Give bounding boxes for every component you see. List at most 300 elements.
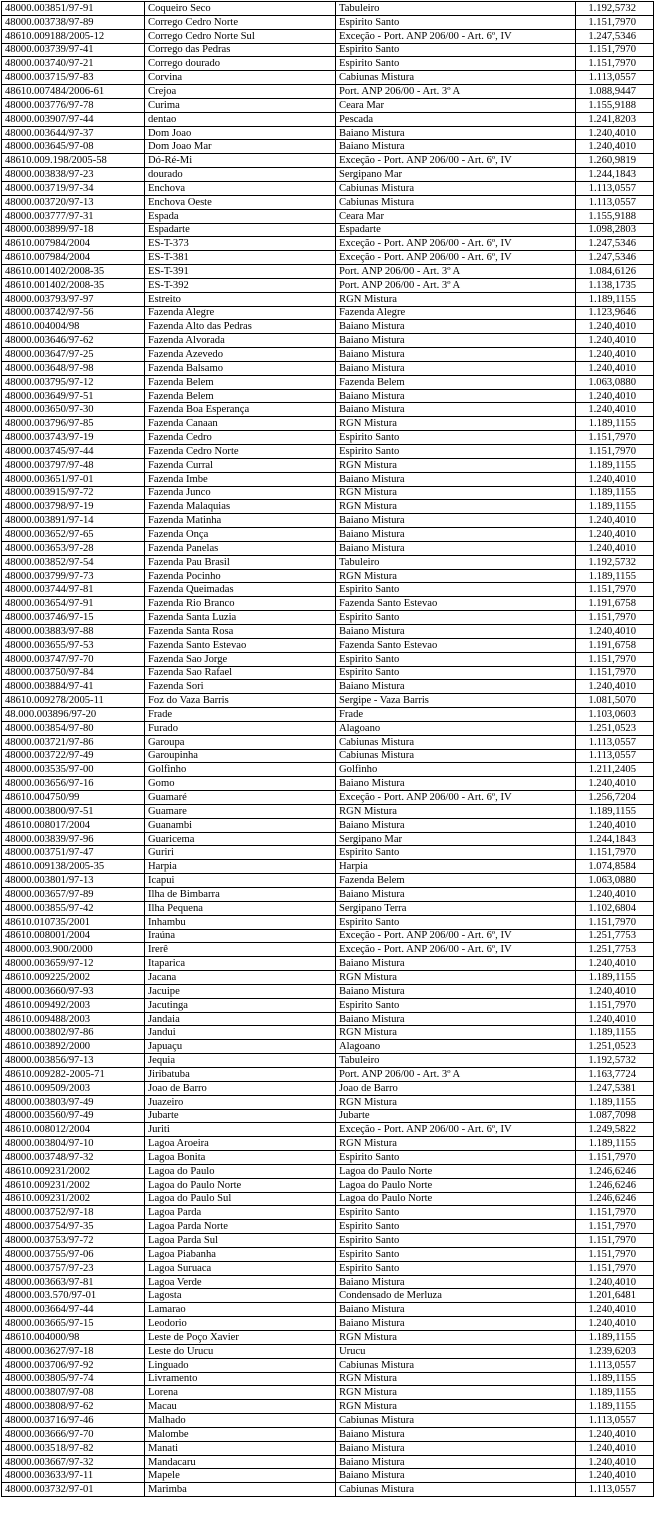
price-value-cell: 1.189,1155 <box>576 1137 654 1151</box>
price-value-cell: 1.155,9188 <box>576 98 654 112</box>
field-name-cell: Fazenda Santa Luzia <box>145 611 336 625</box>
reference-oil-cell: Baiano Mistura <box>336 1427 576 1441</box>
table-row <box>2 638 654 652</box>
process-number-cell: 48610.009278/2005-11 <box>2 694 145 708</box>
field-name-cell: Lagoa Aroeira <box>145 1137 336 1151</box>
table-row <box>2 1483 654 1497</box>
price-value-cell: 1.113,0557 <box>576 195 654 209</box>
process-number-cell: 48610.008001/2004 <box>2 929 145 943</box>
reference-oil-cell: Baiano Mistura <box>336 403 576 417</box>
table-row <box>2 251 654 265</box>
process-number-cell: 48000.003750/97-84 <box>2 666 145 680</box>
process-number-cell: 48610.007984/2004 <box>2 251 145 265</box>
reference-oil-cell: Baiano Mistura <box>336 777 576 791</box>
table-row <box>2 1427 654 1441</box>
process-number-cell: 48000.003655/97-53 <box>2 638 145 652</box>
field-name-cell: Fazenda Boa Esperança <box>145 403 336 417</box>
price-value-cell: 1.241,8203 <box>576 112 654 126</box>
price-value-cell: 1.151,7970 <box>576 57 654 71</box>
process-number-cell: 48000.003802/97-86 <box>2 1026 145 1040</box>
price-value-cell: 1.240,4010 <box>576 1441 654 1455</box>
field-name-cell: Iraúna <box>145 929 336 943</box>
field-name-cell: Joao de Barro <box>145 1081 336 1095</box>
field-name-cell: Guanambi <box>145 818 336 832</box>
reference-oil-cell: Espirito Santo <box>336 1151 576 1165</box>
process-number-cell: 48000.003799/97-73 <box>2 569 145 583</box>
table-row <box>2 721 654 735</box>
table-row <box>2 1275 654 1289</box>
reference-oil-cell: RGN Mistura <box>336 1400 576 1414</box>
price-value-cell: 1.240,4010 <box>576 957 654 971</box>
reference-oil-cell: RGN Mistura <box>336 500 576 514</box>
price-value-cell: 1.240,4010 <box>576 624 654 638</box>
price-value-cell: 1.240,4010 <box>576 888 654 902</box>
process-number-cell: 48000.003627/97-18 <box>2 1344 145 1358</box>
reference-oil-cell: Harpia <box>336 860 576 874</box>
table-row <box>2 1455 654 1469</box>
reference-oil-cell: RGN Mistura <box>336 1386 576 1400</box>
price-value-cell: 1.155,9188 <box>576 209 654 223</box>
price-value-cell: 1.240,4010 <box>576 528 654 542</box>
reference-oil-cell: Lagoa do Paulo Norte <box>336 1164 576 1178</box>
table-row <box>2 1303 654 1317</box>
table-row <box>2 1344 654 1358</box>
table-row <box>2 998 654 1012</box>
field-name-cell: Fazenda Alegre <box>145 306 336 320</box>
field-name-cell: Corvina <box>145 71 336 85</box>
reference-oil-cell: RGN Mistura <box>336 1095 576 1109</box>
field-name-cell: Dom Joao Mar <box>145 140 336 154</box>
process-number-cell: 48000.003752/97-18 <box>2 1206 145 1220</box>
table-row <box>2 1372 654 1386</box>
process-number-cell: 48000.003899/97-18 <box>2 223 145 237</box>
table-row <box>2 1040 654 1054</box>
price-value-cell: 1.151,7970 <box>576 43 654 57</box>
table-row <box>2 57 654 71</box>
price-value-cell: 1.240,4010 <box>576 334 654 348</box>
table-row <box>2 1192 654 1206</box>
field-name-cell: Frade <box>145 708 336 722</box>
price-value-cell: 1.240,4010 <box>576 348 654 362</box>
reference-oil-cell: Alagoano <box>336 721 576 735</box>
table-row <box>2 112 654 126</box>
price-value-cell: 1.240,4010 <box>576 818 654 832</box>
price-value-cell: 1.240,4010 <box>576 984 654 998</box>
price-value-cell: 1.240,4010 <box>576 140 654 154</box>
table-row <box>2 943 654 957</box>
reference-oil-cell: Ceara Mar <box>336 98 576 112</box>
reference-oil-cell: Baiano Mistura <box>336 680 576 694</box>
reference-oil-cell: Sergipano Mar <box>336 168 576 182</box>
reference-oil-cell: Exceção - Port. ANP 206/00 - Art. 6º, IV <box>336 791 576 805</box>
price-value-cell: 1.192,5732 <box>576 1054 654 1068</box>
table-row <box>2 29 654 43</box>
table-row <box>2 818 654 832</box>
process-number-cell: 48610.008017/2004 <box>2 818 145 832</box>
reference-oil-cell: Alagoano <box>336 1040 576 1054</box>
table-row <box>2 43 654 57</box>
reference-oil-cell: RGN Mistura <box>336 971 576 985</box>
reference-oil-cell: Baiano Mistura <box>336 140 576 154</box>
process-number-cell: 48610.009492/2003 <box>2 998 145 1012</box>
price-value-cell: 1.240,4010 <box>576 389 654 403</box>
process-number-cell: 48000.003633/97-11 <box>2 1469 145 1483</box>
price-value-cell: 1.063,0880 <box>576 874 654 888</box>
field-name-cell: Lamarao <box>145 1303 336 1317</box>
reference-oil-cell: Baiano Mistura <box>336 320 576 334</box>
field-name-cell: Espada <box>145 209 336 223</box>
price-value-cell: 1.113,0557 <box>576 71 654 85</box>
process-number-cell: 48610.010735/2001 <box>2 915 145 929</box>
field-name-cell: Fazenda Alvorada <box>145 334 336 348</box>
reference-oil-cell: Cabiunas Mistura <box>336 735 576 749</box>
table-row <box>2 472 654 486</box>
reference-oil-cell: Espirito Santo <box>336 431 576 445</box>
price-value-cell: 1.189,1155 <box>576 458 654 472</box>
table-row <box>2 694 654 708</box>
reference-oil-cell: RGN Mistura <box>336 458 576 472</box>
price-value-cell: 1.113,0557 <box>576 735 654 749</box>
process-number-cell: 48000.003652/97-65 <box>2 528 145 542</box>
field-name-cell: Jubarte <box>145 1109 336 1123</box>
field-name-cell: Fazenda Pocinho <box>145 569 336 583</box>
field-name-cell: Macau <box>145 1400 336 1414</box>
table-row <box>2 901 654 915</box>
field-name-cell: Crejoa <box>145 85 336 99</box>
price-value-cell: 1.246,6246 <box>576 1164 654 1178</box>
price-value-cell: 1.189,1155 <box>576 1095 654 1109</box>
process-number-cell: 48000.003798/97-19 <box>2 500 145 514</box>
table-row <box>2 71 654 85</box>
field-name-cell: Corrego das Pedras <box>145 43 336 57</box>
field-name-cell: Jandaia <box>145 1012 336 1026</box>
field-name-cell: Juazeiro <box>145 1095 336 1109</box>
reference-oil-cell: Espirito Santo <box>336 1234 576 1248</box>
process-number-cell: 48000.003757/97-23 <box>2 1261 145 1275</box>
field-name-cell: Corrego dourado <box>145 57 336 71</box>
process-number-cell: 48000.003744/97-81 <box>2 583 145 597</box>
reference-oil-cell: Tabuleiro <box>336 555 576 569</box>
process-number-cell: 48000.003653/97-28 <box>2 541 145 555</box>
field-name-cell: Leste de Poço Xavier <box>145 1331 336 1345</box>
process-number-cell: 48610.009231/2002 <box>2 1178 145 1192</box>
price-value-cell: 1.247,5346 <box>576 29 654 43</box>
table-row <box>2 874 654 888</box>
reference-oil-cell: Cabiunas Mistura <box>336 1414 576 1428</box>
process-number-cell: 48000.003808/97-62 <box>2 1400 145 1414</box>
process-number-cell: 48000.003776/97-78 <box>2 98 145 112</box>
price-value-cell: 1.151,7970 <box>576 1247 654 1261</box>
process-number-cell: 48000.003706/97-92 <box>2 1358 145 1372</box>
reference-oil-cell: Condensado de Merluza <box>336 1289 576 1303</box>
process-number-cell: 48000.003793/97-97 <box>2 292 145 306</box>
field-name-cell: Jacuipe <box>145 984 336 998</box>
table-row <box>2 680 654 694</box>
field-name-cell: Lagoa Parda <box>145 1206 336 1220</box>
table-row <box>2 1317 654 1331</box>
reference-oil-cell: Fazenda Alegre <box>336 306 576 320</box>
reference-oil-cell: Tabuleiro <box>336 2 576 16</box>
price-value-cell: 1.240,4010 <box>576 361 654 375</box>
reference-oil-cell: Port. ANP 206/00 - Art. 3º A <box>336 85 576 99</box>
field-name-cell: Lagoa Suruaca <box>145 1261 336 1275</box>
price-value-cell: 1.163,7724 <box>576 1067 654 1081</box>
reference-oil-cell: Baiano Mistura <box>336 528 576 542</box>
table-row <box>2 292 654 306</box>
reference-oil-cell: Cabiunas Mistura <box>336 749 576 763</box>
reference-oil-cell: Exceção - Port. ANP 206/00 - Art. 6º, IV <box>336 29 576 43</box>
process-number-cell: 48000.003838/97-23 <box>2 168 145 182</box>
process-number-cell: 48000.003743/97-19 <box>2 431 145 445</box>
field-name-cell: Fazenda Onça <box>145 528 336 542</box>
field-name-cell: Coqueiro Seco <box>145 2 336 16</box>
table-row <box>2 375 654 389</box>
reference-oil-cell: Espirito Santo <box>336 43 576 57</box>
price-value-cell: 1.211,2405 <box>576 763 654 777</box>
reference-oil-cell: Baiano Mistura <box>336 818 576 832</box>
process-number-cell: 48000.003657/97-89 <box>2 888 145 902</box>
field-name-cell: Corrego Cedro Norte Sul <box>145 29 336 43</box>
process-number-cell: 48610.007484/2006-61 <box>2 85 145 99</box>
reference-oil-cell: Sergipano Terra <box>336 901 576 915</box>
process-number-cell: 48000.003719/97-34 <box>2 181 145 195</box>
field-name-cell: Corrego Cedro Norte <box>145 15 336 29</box>
process-number-cell: 48610.009188/2005-12 <box>2 29 145 43</box>
reference-oil-cell: Baiano Mistura <box>336 1441 576 1455</box>
process-number-cell: 48000.003795/97-12 <box>2 375 145 389</box>
reference-oil-cell: Baiano Mistura <box>336 1455 576 1469</box>
price-value-cell: 1.151,7970 <box>576 915 654 929</box>
process-number-cell: 48000.003645/97-08 <box>2 140 145 154</box>
process-number-cell: 48610.001402/2008-35 <box>2 278 145 292</box>
price-value-cell: 1.189,1155 <box>576 1372 654 1386</box>
process-number-cell: 48000.003715/97-83 <box>2 71 145 85</box>
price-value-cell: 1.151,7970 <box>576 846 654 860</box>
table-row <box>2 278 654 292</box>
field-name-cell: Fazenda Santo Estevao <box>145 638 336 652</box>
reference-oil-cell: Espirito Santo <box>336 57 576 71</box>
field-name-cell: Fazenda Junco <box>145 486 336 500</box>
price-value-cell: 1.191,6758 <box>576 638 654 652</box>
table-row <box>2 1358 654 1372</box>
reference-oil-cell: RGN Mistura <box>336 292 576 306</box>
price-value-cell: 1.240,4010 <box>576 126 654 140</box>
field-name-cell: Japuaçu <box>145 1040 336 1054</box>
field-name-cell: Mandacaru <box>145 1455 336 1469</box>
process-number-cell: 48000.003739/97-41 <box>2 43 145 57</box>
field-name-cell: Garoupinha <box>145 749 336 763</box>
process-number-cell: 48000.003722/97-49 <box>2 749 145 763</box>
table-row <box>2 1400 654 1414</box>
process-number-cell: 48.000.003896/97-20 <box>2 708 145 722</box>
table-row <box>2 1123 654 1137</box>
table-row <box>2 2 654 16</box>
reference-oil-cell: Port. ANP 206/00 - Art. 3º A <box>336 278 576 292</box>
price-value-cell: 1.151,7970 <box>576 666 654 680</box>
reference-oil-cell: Espirito Santo <box>336 666 576 680</box>
field-name-cell: Jequia <box>145 1054 336 1068</box>
price-value-cell: 1.201,6481 <box>576 1289 654 1303</box>
reference-oil-cell: Lagoa do Paulo Norte <box>336 1178 576 1192</box>
table-row <box>2 1109 654 1123</box>
table-row <box>2 1234 654 1248</box>
field-name-cell: Ilha Pequena <box>145 901 336 915</box>
reference-oil-cell: Baiano Mistura <box>336 1469 576 1483</box>
table-row <box>2 735 654 749</box>
field-name-cell: Jacutinga <box>145 998 336 1012</box>
field-name-cell: Linguado <box>145 1358 336 1372</box>
price-value-cell: 1.240,4010 <box>576 514 654 528</box>
price-value-cell: 1.251,0523 <box>576 721 654 735</box>
table-row <box>2 1331 654 1345</box>
price-value-cell: 1.081,5070 <box>576 694 654 708</box>
table-row <box>2 1220 654 1234</box>
process-number-cell: 48000.003665/97-15 <box>2 1317 145 1331</box>
table-row <box>2 1386 654 1400</box>
field-name-cell: Golfinho <box>145 763 336 777</box>
process-number-cell: 48000.003648/97-98 <box>2 361 145 375</box>
table-row <box>2 652 654 666</box>
reference-oil-cell: Baiano Mistura <box>336 334 576 348</box>
table-row <box>2 417 654 431</box>
price-value-cell: 1.113,0557 <box>576 1483 654 1497</box>
process-number-cell: 48000.003740/97-21 <box>2 57 145 71</box>
table-row <box>2 320 654 334</box>
price-value-cell: 1.113,0557 <box>576 749 654 763</box>
process-number-cell: 48000.003666/97-70 <box>2 1427 145 1441</box>
process-number-cell: 48610.009138/2005-35 <box>2 860 145 874</box>
price-value-cell: 1.244,1843 <box>576 168 654 182</box>
process-number-cell: 48000.003754/97-35 <box>2 1220 145 1234</box>
reference-oil-cell: Baiano Mistura <box>336 541 576 555</box>
table-row <box>2 1054 654 1068</box>
field-name-cell: ES-T-381 <box>145 251 336 265</box>
price-value-cell: 1.251,7753 <box>576 929 654 943</box>
reference-oil-cell: Baiano Mistura <box>336 361 576 375</box>
table-row <box>2 832 654 846</box>
reference-oil-cell: RGN Mistura <box>336 804 576 818</box>
table-row <box>2 403 654 417</box>
process-number-cell: 48000.003560/97-49 <box>2 1109 145 1123</box>
price-value-cell: 1.151,7970 <box>576 1151 654 1165</box>
process-number-cell: 48610.009488/2003 <box>2 1012 145 1026</box>
process-number-cell: 48610.009231/2002 <box>2 1164 145 1178</box>
process-number-cell: 48610.009509/2003 <box>2 1081 145 1095</box>
field-name-cell: Enchova <box>145 181 336 195</box>
process-number-cell: 48610.009225/2002 <box>2 971 145 985</box>
field-name-cell: Lorena <box>145 1386 336 1400</box>
field-name-cell: Lagoa Piabanha <box>145 1247 336 1261</box>
table-row <box>2 15 654 29</box>
price-value-cell: 1.247,5346 <box>576 237 654 251</box>
process-number-cell: 48000.003716/97-46 <box>2 1414 145 1428</box>
field-name-cell: Fazenda Canaan <box>145 417 336 431</box>
price-value-cell: 1.240,4010 <box>576 1317 654 1331</box>
price-value-cell: 1.191,6758 <box>576 597 654 611</box>
reference-oil-cell: Urucu <box>336 1344 576 1358</box>
process-number-cell: 48000.003647/97-25 <box>2 348 145 362</box>
table-row <box>2 777 654 791</box>
price-value-cell: 1.240,4010 <box>576 1012 654 1026</box>
field-name-cell: Fazenda Cedro Norte <box>145 445 336 459</box>
price-value-cell: 1.247,5346 <box>576 251 654 265</box>
process-number-cell: 48000.003755/97-06 <box>2 1247 145 1261</box>
price-value-cell: 1.247,5381 <box>576 1081 654 1095</box>
process-number-cell: 48000.003732/97-01 <box>2 1483 145 1497</box>
process-number-cell: 48000.003649/97-51 <box>2 389 145 403</box>
reference-oil-cell: Cabiunas Mistura <box>336 1358 576 1372</box>
reference-oil-cell: RGN Mistura <box>336 1372 576 1386</box>
field-name-cell: Lagoa Bonita <box>145 1151 336 1165</box>
process-number-cell: 48000.003856/97-13 <box>2 1054 145 1068</box>
field-name-cell: Fazenda Pau Brasil <box>145 555 336 569</box>
price-value-cell: 1.189,1155 <box>576 486 654 500</box>
table-row <box>2 265 654 279</box>
price-value-cell: 1.240,4010 <box>576 472 654 486</box>
table-row <box>2 140 654 154</box>
reference-oil-cell: Lagoa do Paulo Norte <box>336 1192 576 1206</box>
reference-oil-cell: Espirito Santo <box>336 445 576 459</box>
price-value-cell: 1.189,1155 <box>576 1026 654 1040</box>
table-row <box>2 611 654 625</box>
table-row <box>2 583 654 597</box>
price-table <box>1 1 654 1497</box>
field-name-cell: Livramento <box>145 1372 336 1386</box>
reference-oil-cell: Espirito Santo <box>336 998 576 1012</box>
price-value-cell: 1.260,9819 <box>576 154 654 168</box>
price-value-cell: 1.151,7970 <box>576 15 654 29</box>
field-name-cell: Lagoa do Paulo Norte <box>145 1178 336 1192</box>
reference-oil-cell: Exceção - Port. ANP 206/00 - Art. 6º, IV <box>336 154 576 168</box>
table-row <box>2 915 654 929</box>
process-number-cell: 48000.003915/97-72 <box>2 486 145 500</box>
table-row <box>2 888 654 902</box>
table-row <box>2 555 654 569</box>
table-row <box>2 1441 654 1455</box>
field-name-cell: Leste do Urucu <box>145 1344 336 1358</box>
price-value-cell: 1.240,4010 <box>576 777 654 791</box>
reference-oil-cell: Espirito Santo <box>336 846 576 860</box>
price-value-cell: 1.088,9447 <box>576 85 654 99</box>
table-row <box>2 1151 654 1165</box>
field-name-cell: Jandui <box>145 1026 336 1040</box>
process-number-cell: 48000.003751/97-47 <box>2 846 145 860</box>
price-value-cell: 1.151,7970 <box>576 1261 654 1275</box>
table-row <box>2 749 654 763</box>
process-number-cell: 48000.003667/97-32 <box>2 1455 145 1469</box>
process-number-cell: 48610.009231/2002 <box>2 1192 145 1206</box>
process-number-cell: 48000.003721/97-86 <box>2 735 145 749</box>
field-name-cell: Fazenda Sori <box>145 680 336 694</box>
field-name-cell: Irerê <box>145 943 336 957</box>
table-row <box>2 1469 654 1483</box>
price-value-cell: 1.240,4010 <box>576 1275 654 1289</box>
reference-oil-cell: Espirito Santo <box>336 1206 576 1220</box>
table-row <box>2 389 654 403</box>
reference-oil-cell: Golfinho <box>336 763 576 777</box>
process-number-cell: 48000.003801/97-13 <box>2 874 145 888</box>
field-name-cell: Fazenda Belem <box>145 375 336 389</box>
field-name-cell: Fazenda Sao Jorge <box>145 652 336 666</box>
process-number-cell: 48000.003745/97-44 <box>2 445 145 459</box>
field-name-cell: Harpia <box>145 860 336 874</box>
field-name-cell: Lagoa Parda Norte <box>145 1220 336 1234</box>
process-number-cell: 48000.003855/97-42 <box>2 901 145 915</box>
process-number-cell: 48610.007984/2004 <box>2 237 145 251</box>
table-row <box>2 1206 654 1220</box>
reference-oil-cell: Cabiunas Mistura <box>336 71 576 85</box>
process-number-cell: 48000.003796/97-85 <box>2 417 145 431</box>
